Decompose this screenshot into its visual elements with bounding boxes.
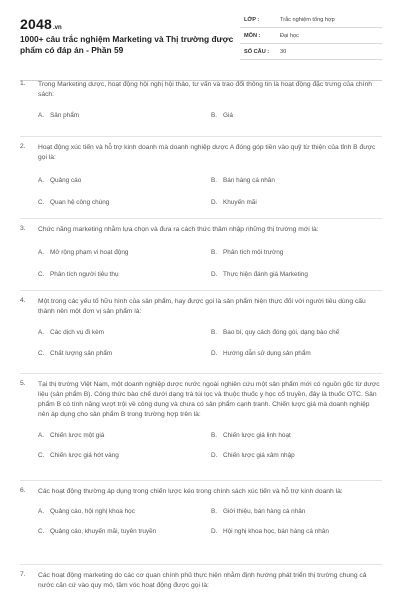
meta-value: 30 bbox=[276, 44, 382, 60]
meta-key: LỚP : bbox=[240, 12, 276, 28]
option-b[interactable]: B. Bán hàng cá nhân bbox=[211, 177, 275, 184]
options bbox=[38, 329, 382, 369]
divider bbox=[20, 373, 382, 374]
question-number: 7. bbox=[20, 571, 26, 578]
question-text: Các hoạt động marketing do các cơ quan chính phủ thực hiện nhằm định hướng phát triển thị trường chung cả nước căn cứ vào quy mô, tầm vóc hoạt động được gọi là: bbox=[38, 572, 367, 589]
question-text: Các hoạt động thường áp dụng trong chiến lược kéo trong chính sách xúc tiến và hỗ trợ kinh doanh là: bbox=[38, 488, 343, 495]
option-a[interactable]: A. Chiến lược một giá bbox=[38, 432, 105, 439]
question-number: 3. bbox=[20, 225, 26, 232]
site-logo[interactable] bbox=[20, 16, 62, 32]
meta-table bbox=[240, 12, 382, 60]
option-c[interactable]: C. Quảng cáo, khuyến mãi, tuyên truyền bbox=[38, 528, 157, 535]
meta-row-class bbox=[240, 12, 382, 28]
option-b[interactable]: B. Giá bbox=[211, 112, 233, 119]
question-4 bbox=[20, 297, 382, 369]
meta-value: Trắc nghiệm tổng hợp bbox=[276, 12, 382, 28]
option-b[interactable]: B. Phân tích môi trường bbox=[211, 249, 284, 256]
question-text: Trong Marketing dược, hoạt động hội nghị hội thảo, tư vấn và trao đổi thông tin là hoạt động đặc trưng của chính sách: bbox=[38, 81, 372, 98]
divider bbox=[20, 564, 382, 565]
meta-row-subject bbox=[240, 28, 382, 44]
question-6 bbox=[20, 487, 382, 548]
option-a[interactable]: A. Quảng cáo bbox=[38, 177, 82, 184]
options bbox=[38, 508, 382, 548]
options bbox=[38, 249, 382, 289]
meta-value: Đại học bbox=[276, 28, 382, 44]
divider bbox=[20, 480, 382, 481]
option-c[interactable]: C. Quan hệ công chúng bbox=[38, 199, 110, 206]
option-b[interactable]: B. Chiến lược giá linh hoạt bbox=[211, 432, 291, 439]
options bbox=[38, 432, 382, 472]
meta-key: MÔN : bbox=[240, 28, 276, 44]
question-number: 6. bbox=[20, 487, 26, 494]
options bbox=[38, 112, 382, 126]
meta-row-count bbox=[240, 44, 382, 60]
question-number: 4. bbox=[20, 297, 26, 304]
question-text: Tại thị trường Việt Nam, một doanh nghiệp dược nước ngoài nghiên cứu một sản phẩm mới có nguồn gốc từ dược liệu (sản phẩm B). Công thức bào chế dưới dạng trà túi lọc và thuộc thuốc y học cổ truyền, đây là thuốc OTC. Sản phẩm B có tính năng vượt trội về công dụng và chưa có sản phẩm cạnh tranh. Chiến lược giá mà doanh nghiệp nên áp dụng cho sản phẩm B trong trường hợp trên là: bbox=[38, 381, 380, 418]
option-d[interactable]: D. Thực hiện đánh giá Marketing bbox=[211, 271, 308, 278]
meta-key: SỐ CÂU : bbox=[240, 44, 276, 60]
question-1 bbox=[20, 80, 382, 126]
option-d[interactable]: D. Chiến lược giá xâm nhập bbox=[211, 452, 295, 459]
document-title: 1000+ câu trắc nghiệm Marketing và Thị trường được phẩm có đáp án - Phần 59 bbox=[20, 34, 234, 55]
question-text: Hoạt động xúc tiến và hỗ trợ kinh doanh mà doanh nghiệp dược A đóng góp tiền vào quỹ từ thiện của tỉnh B được gọi là: bbox=[38, 144, 376, 161]
question-number: 5. bbox=[20, 380, 26, 387]
option-a[interactable]: A. Quảng cáo, hội nghị khoa học bbox=[38, 508, 135, 515]
question-3 bbox=[20, 225, 382, 289]
page-header bbox=[20, 0, 382, 81]
question-number: 2. bbox=[20, 143, 26, 150]
option-c[interactable]: C. Phân tích người tiêu thụ bbox=[38, 271, 119, 278]
question-number: 1. bbox=[20, 80, 26, 87]
option-c[interactable]: C. Chiến lược giá hớt váng bbox=[38, 452, 119, 459]
question-2 bbox=[20, 143, 382, 217]
divider bbox=[20, 218, 382, 219]
option-d[interactable]: D. Khuyến mãi bbox=[211, 199, 257, 206]
divider bbox=[20, 290, 382, 291]
option-a[interactable]: A. Các dịch vụ đi kèm bbox=[38, 329, 104, 336]
question-5 bbox=[20, 380, 382, 472]
divider bbox=[20, 136, 382, 137]
option-a[interactable]: A. Sản phẩm bbox=[38, 112, 80, 119]
option-d[interactable]: D. Hội nghị khoa học, bán hàng cá nhân bbox=[211, 528, 329, 535]
logo-main: 2048 bbox=[20, 16, 52, 32]
options bbox=[38, 177, 382, 217]
question-7 bbox=[20, 571, 382, 591]
question-text: Chức năng marketing nhằm lựa chọn và đưa ra cách thức thâm nhập những thị trường mới là: bbox=[38, 226, 319, 233]
option-c[interactable]: C. Chất lượng sản phẩm bbox=[38, 350, 113, 357]
option-d[interactable]: D. Hướng dẫn sử dụng sản phẩm bbox=[211, 350, 311, 357]
question-text: Một trong các yếu tố hữu hình của sản phẩm, hay được gọi là sản phẩm hiện thực đối với người tiêu dùng cấu thành nên một đơn vị sản phẩm là: bbox=[38, 298, 366, 315]
option-b[interactable]: B. Giới thiệu, bán hàng cá nhân bbox=[211, 508, 306, 515]
option-a[interactable]: A. Mở rộng phạm vi hoạt động bbox=[38, 249, 129, 256]
logo-sub: .vn bbox=[52, 25, 62, 31]
option-b[interactable]: B. Bao bì, quy cách đóng gói, dạng bào chế bbox=[211, 329, 340, 336]
